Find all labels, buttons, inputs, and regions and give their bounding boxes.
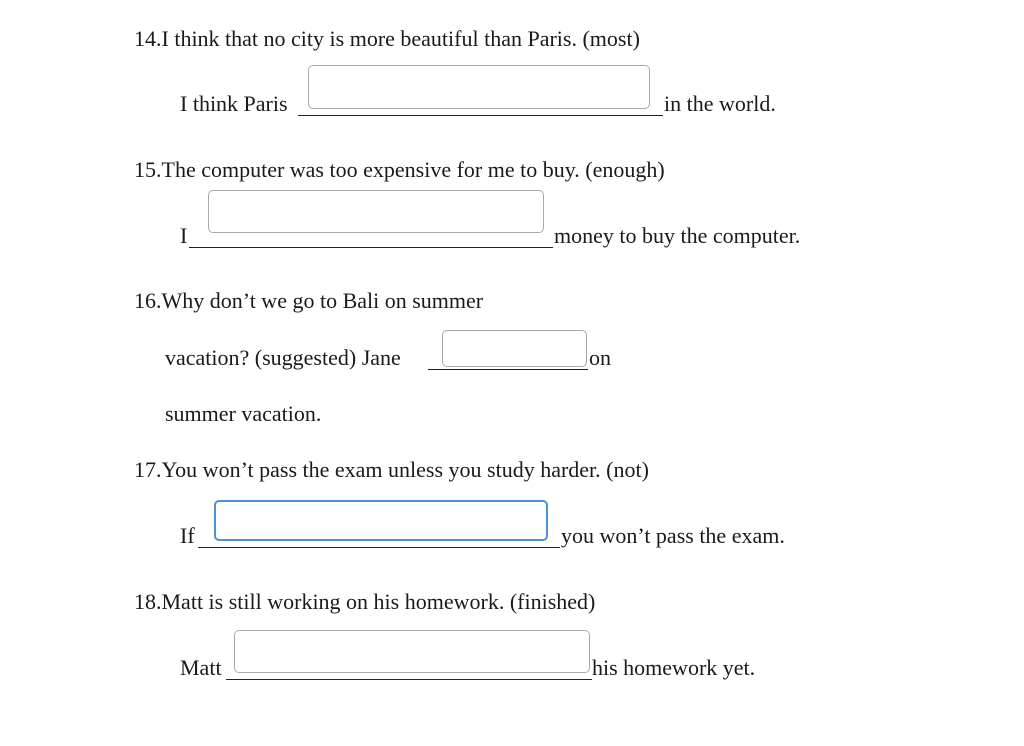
question-18-lead-text: Matt	[180, 655, 222, 680]
question-17-prompt	[134, 457, 649, 483]
question-17-lead-text: If	[180, 523, 195, 548]
answer-underline	[198, 547, 560, 548]
question-16-prompt	[134, 288, 483, 314]
question-number: 14.	[134, 26, 162, 51]
question-number: 15.	[134, 157, 162, 182]
answer-input-17[interactable]	[214, 500, 548, 541]
answer-underline	[226, 679, 592, 680]
answer-input-14[interactable]	[308, 65, 650, 109]
question-16-prompt-line2: vacation? (suggested) Jane	[165, 345, 401, 370]
answer-underline	[189, 247, 553, 248]
question-18-tail-text: his homework yet.	[592, 655, 756, 680]
question-text: Why don’t we go to Bali on summer	[161, 288, 484, 313]
answer-input-15[interactable]	[208, 190, 544, 233]
question-number: 18.	[134, 589, 162, 614]
answer-input-16[interactable]	[442, 330, 587, 367]
question-text: Matt is still working on his homework. (finished)	[161, 589, 596, 614]
question-16-tail-text: on	[589, 345, 611, 370]
answer-input-18[interactable]	[234, 630, 590, 673]
question-text: The computer was too expensive for me to buy. (enough)	[161, 157, 665, 182]
answer-underline	[298, 115, 663, 116]
question-15-tail-text: money to buy the computer.	[554, 223, 801, 248]
question-17-tail-text: you won’t pass the exam.	[561, 523, 785, 548]
answer-underline	[428, 369, 588, 370]
question-number: 17.	[134, 457, 162, 482]
question-14-lead-text: I think Paris	[180, 91, 288, 116]
question-text: You won’t pass the exam unless you study harder. (not)	[161, 457, 649, 482]
question-14-prompt	[134, 26, 640, 52]
question-15-prompt	[134, 157, 665, 183]
question-text: I think that no city is more beautiful than Paris. (most)	[161, 26, 640, 51]
question-15-lead-text: I	[180, 223, 188, 248]
question-16-tail-line2: summer vacation.	[165, 401, 322, 426]
question-number: 16.	[134, 288, 162, 313]
question-18-prompt	[134, 589, 595, 615]
question-14-tail-text: in the world.	[664, 91, 776, 116]
